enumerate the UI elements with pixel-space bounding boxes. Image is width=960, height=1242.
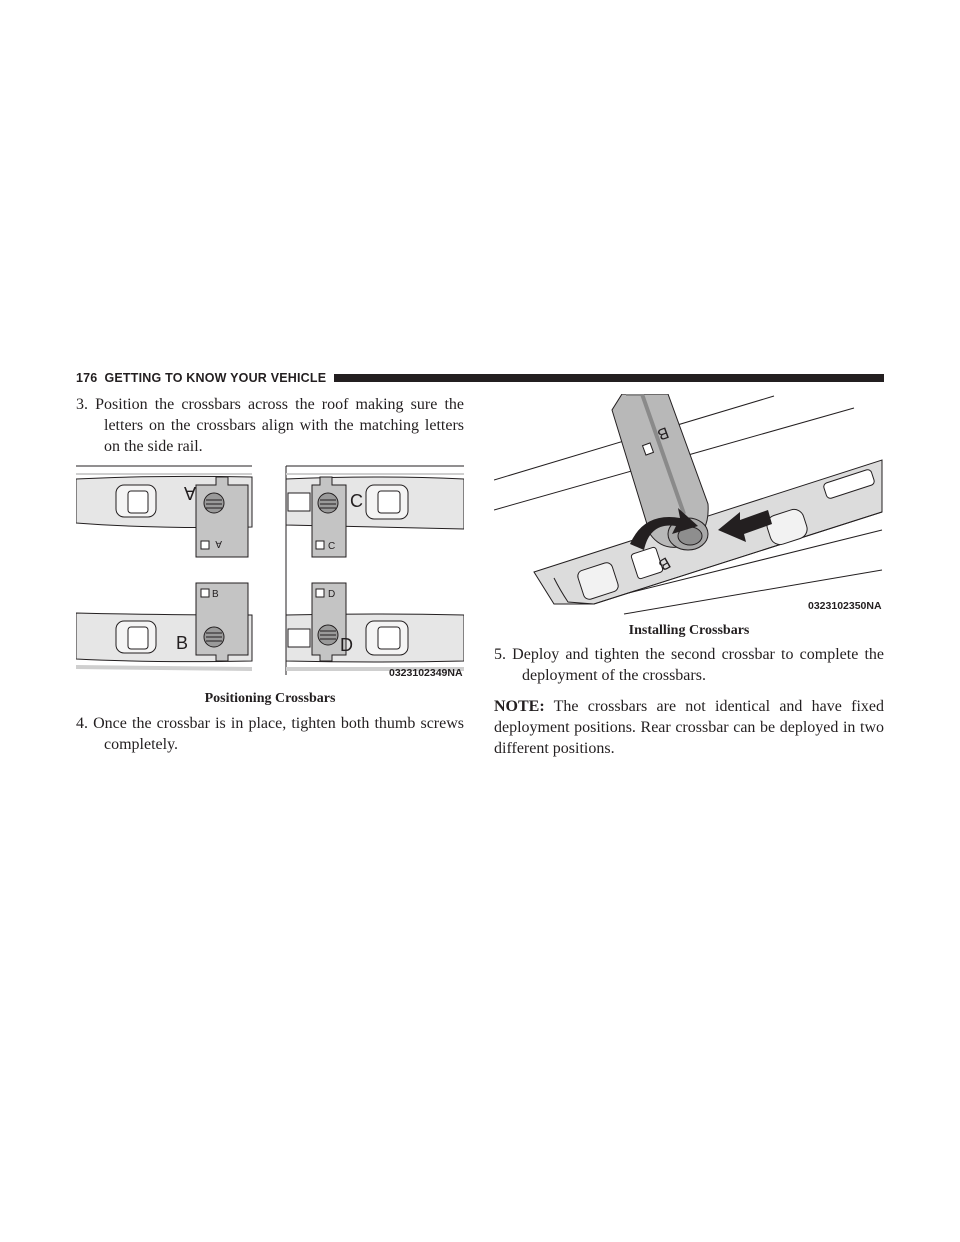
rail-letter-d: D <box>340 635 353 655</box>
rail-letter-c: C <box>350 491 363 511</box>
figure-code: 0323102350NA <box>808 600 882 612</box>
bar-letter-c: C <box>328 541 336 552</box>
rail-letter-a: A <box>183 483 196 503</box>
step-5-text: 5. Deploy and tighten the second crossbar to complete the deployment of the crossbars. <box>494 646 884 684</box>
figure-code: 0323102349NA <box>389 667 463 679</box>
step-4-text: 4. Once the crossbar is in place, tighten both thumb screws completely. <box>76 715 464 753</box>
left-column <box>76 394 464 755</box>
header-rule <box>334 374 884 382</box>
installing-crossbars-illustration <box>494 394 884 616</box>
right-column <box>494 394 884 759</box>
note-paragraph <box>494 696 884 759</box>
figure-installing-crossbars <box>494 394 884 616</box>
rail-letter-b: B <box>176 633 189 653</box>
figure-caption: Installing Crossbars <box>628 623 750 638</box>
note-label: NOTE: <box>494 698 545 715</box>
section-title: GETTING TO KNOW YOUR VEHICLE <box>104 371 327 385</box>
bar-letter-d: D <box>328 589 336 600</box>
step-3-text: 3. Position the crossbars across the roof making sure the letters on the crossbars align with the matching letters on the side rail. <box>76 396 464 455</box>
bar-letter-a: A <box>215 538 222 549</box>
positioning-crossbars-illustration <box>76 465 464 683</box>
figure-positioning-crossbars <box>76 465 464 683</box>
crossbar-foot-b <box>196 583 248 661</box>
figure-caption: Positioning Crossbars <box>204 691 336 706</box>
bar-letter-b: B <box>212 589 219 600</box>
crossbar-letter: B <box>654 423 671 443</box>
rail-letter: B <box>655 553 673 574</box>
page-number: 176 <box>76 371 98 385</box>
note-text: The crossbars are not identical and have fixed deployment positions. Rear crossbar can be deployed in two different positions. <box>494 698 884 757</box>
page-header <box>76 369 884 387</box>
